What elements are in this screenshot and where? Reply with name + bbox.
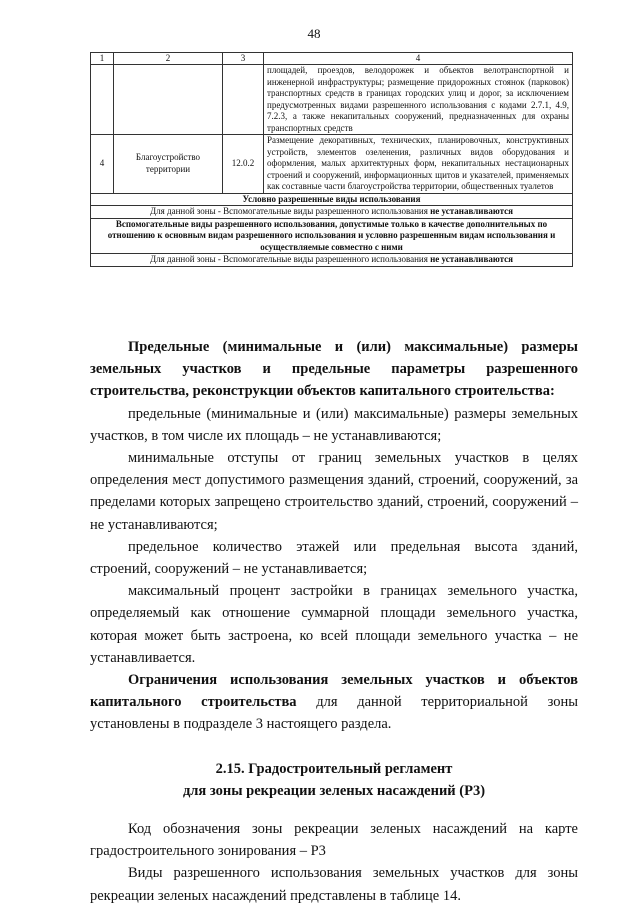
paragraph: предельные (минимальные и (или) максимальные) размеры земельных участков, в том числе их площадь – не устанавливаются;	[90, 405, 578, 444]
restrictions-rest: для данной территориальной зоны установлены в подразделе 3 настоящего раздела.	[90, 694, 578, 733]
restrictions-bold: Ограничения использования земельных участков и объектов капитального строительства	[90, 672, 578, 711]
paragraph: Код обозначения зоны рекреации зеленых насаждений на карте градостроительного зонирования – Р3	[90, 821, 578, 860]
document-body	[90, 336, 578, 907]
conditional-uses-header: Условно разрешенные виды использования	[91, 193, 573, 206]
table-row	[91, 206, 573, 219]
auxiliary-uses-note	[91, 254, 573, 267]
row-4-number: 4	[91, 135, 114, 194]
conditional-uses-note	[91, 206, 573, 219]
paragraph: минимальные отступы от границ земельных участков в целях определения мест допустимого размещения зданий, строений, сооружений, за пределами которых запрещено строительство зданий, строений, сооружений – не устанавливаются;	[90, 450, 578, 533]
permitted-use-table	[90, 52, 573, 267]
restrictions-paragraph	[90, 669, 578, 736]
header-col-2: 2	[114, 53, 223, 65]
table-header-row	[91, 53, 573, 65]
auxiliary-note-bold: не устанавливаются	[430, 254, 513, 264]
paragraph: максимальный процент застройки в границах земельного участка, определяемый как отношение суммарной площади земельного участка, которая может быть застроена, ко всей площади земельного участка – не устанавливается.	[90, 583, 578, 666]
page-number: 48	[307, 26, 321, 41]
header-col-1: 1	[91, 53, 114, 65]
row-4-description: Размещение декоративных, технических, планировочных, конструктивных устройств, элементов озеленения, различных видов оборудования и оформления, малых архитектурных форм, некапитальных нестационарных строений и сооружений, информационных щитов и указателей, применяемых как составные части благоустройства территории, общественных туалетов	[264, 135, 573, 194]
section-title-line-2: для зоны рекреации зеленых насаждений (Р3)	[182, 782, 486, 799]
paragraph: предельное количество этажей или предельная высота зданий, строений, сооружений – не устанавливается;	[90, 538, 578, 578]
paragraph: Виды разрешенного использования земельных участков для зоны рекреации зеленых насаждений представлены в таблице 14.	[90, 865, 578, 904]
section-title-line-1: 2.15. Градостроительный регламент	[215, 760, 453, 777]
table-row	[91, 193, 573, 206]
table-row	[91, 135, 573, 194]
limits-heading: Предельные (минимальные и (или) максимальные) размеры земельных участков и предельные параметры разрешенного строительства, реконструкции объектов капитального строительства:	[90, 339, 578, 400]
table-row	[91, 254, 573, 267]
header-col-3: 3	[223, 53, 264, 65]
auxiliary-note-prefix: Для данной зоны - Вспомогательные виды разрешенного использования	[150, 254, 431, 264]
header-col-4: 4	[264, 53, 573, 65]
conditional-note-prefix: Для данной зоны - Вспомогательные виды разрешенного использования	[150, 206, 431, 216]
row-4-code: 12.0.2	[223, 135, 264, 194]
row-4-name: Благоустройство территории	[114, 135, 223, 194]
table-row	[91, 218, 573, 254]
row-continuation-description: площадей, проездов, велодорожек и объектов велотранспортной и инженерной инфраструктуры; размещение придорожных стоянок (парковок) транспортных средств в границах городских улиц и дорог, за исключением предусмотренных видами разрешенного использования с кодами 2.7.1, 4.9, 7.2.3, а также некапитальных сооружений, предназначенных для охраны транспортных средств	[264, 65, 573, 135]
auxiliary-uses-header: Вспомогательные виды разрешенного использования, допустимые только в качестве дополнительных по отношению к основным видам разрешенного использования и условно разрешенным видам использования и осуществляемые совместно с ними	[91, 218, 573, 254]
conditional-note-bold: не устанавливаются	[430, 206, 513, 216]
table-row	[91, 65, 573, 135]
